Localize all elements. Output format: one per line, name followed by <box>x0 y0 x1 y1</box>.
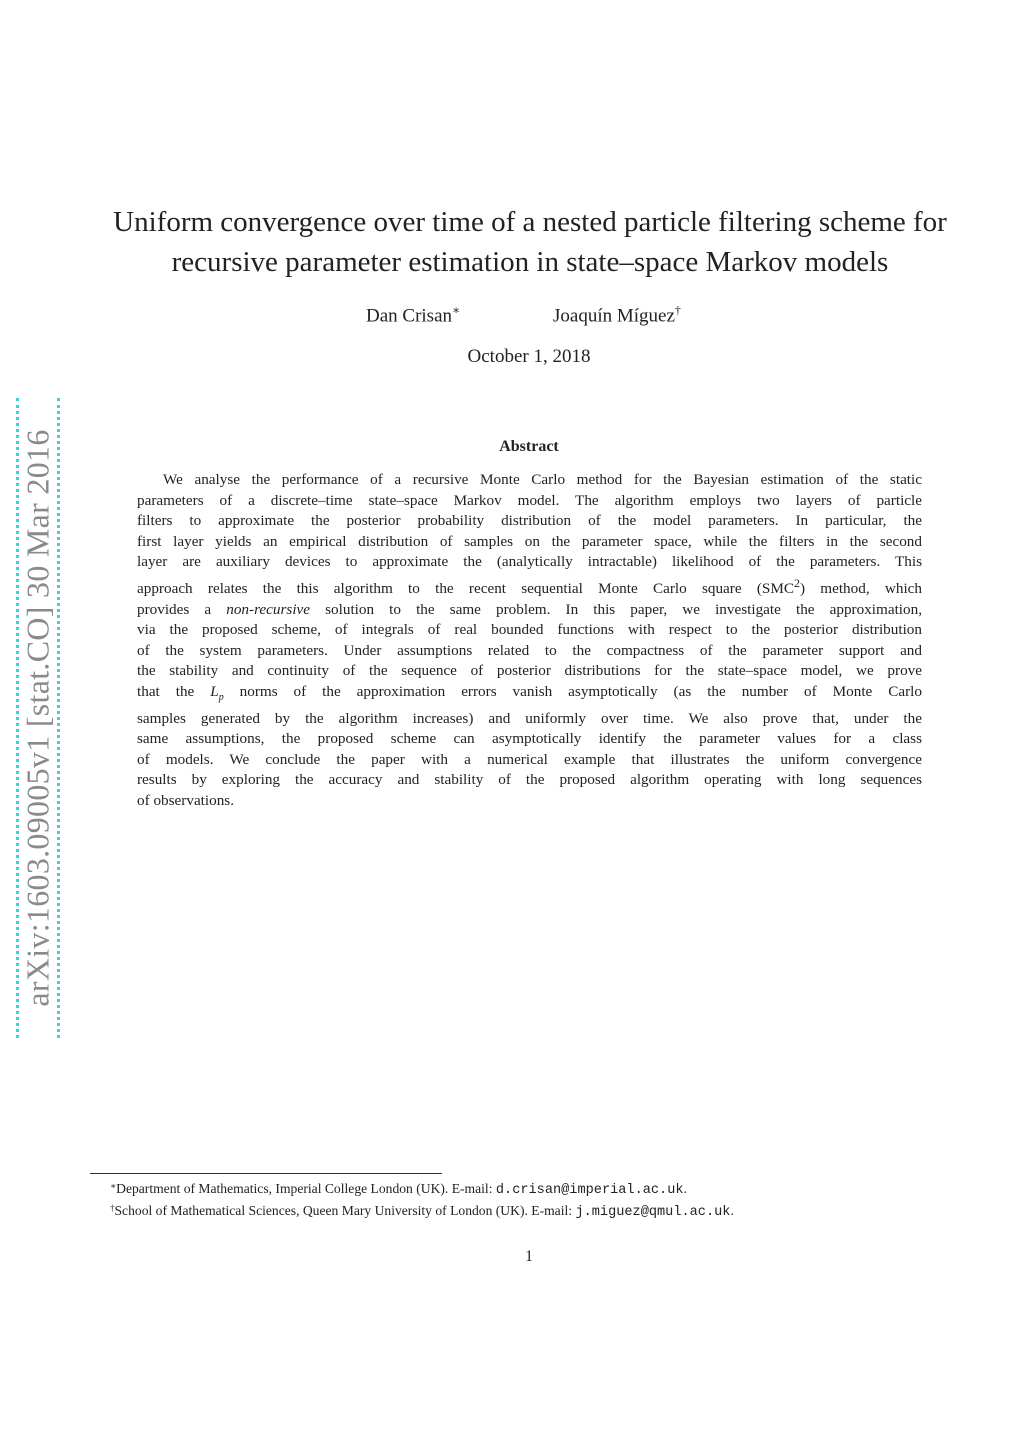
email-link[interactable]: j.miguez@qmul.ac.uk <box>575 1204 731 1220</box>
author <box>553 303 681 327</box>
title-line: recursive parameter estimation in state–space Markov models <box>171 246 889 278</box>
abstract-line: the stability and continuity of the sequence of posterior distributions for the state–space model, we prove <box>137 662 922 680</box>
footnote-mark: ∗ <box>110 1181 117 1191</box>
abstract-line: results by exploring the accuracy and stability of the proposed algorithm operating with long sequences <box>137 771 922 789</box>
abstract-line: We analyse the performance of a recursive Monte Carlo method for the Bayesian estimation of the static <box>163 471 922 488</box>
abstract-line: approach relates the this algorithm to the recent sequential Monte Carlo square (SMC$^2$) method, which <box>137 575 922 598</box>
author-name: Joaquín Míguez <box>553 305 675 327</box>
abstract-line: layer are auxiliary devices to approximate the (analytically intractable) likelihood of the parameters. This <box>137 553 922 571</box>
footnote-text: School of Mathematical Sciences, Queen Mary University of London (UK). E-mail: <box>114 1202 576 1218</box>
footnote-divider <box>90 1173 442 1174</box>
footnote: ∗Department of Mathematics, Imperial College London (UK). E-mail: d.crisan@imperial.ac.uk. <box>110 1181 687 1198</box>
abstract-heading: Abstract <box>499 438 559 455</box>
email-link[interactable]: d.crisan@imperial.ac.uk <box>495 1183 684 1198</box>
footnotes <box>110 1179 734 1222</box>
page-number: 1 <box>525 1248 533 1265</box>
abstract-line: of observations. <box>137 792 235 809</box>
paper-date: October 1, 2018 <box>467 346 591 367</box>
paper-title <box>100 202 960 282</box>
abstract-line: first layer yields an empirical distribution of samples on the parameter space, while the filters in the second <box>137 532 922 550</box>
abstract-line: parameters of a discrete–time state–space Markov model. The algorithm employs two layers of particle <box>137 491 922 509</box>
abstract-line: of models. We conclude the paper with a numerical example that illustrates the uniform convergence <box>137 750 922 768</box>
footnote: †School of Mathematical Sciences, Queen Mary University of London (UK). E-mail: j.miguez@qmul.ac.uk. <box>110 1202 734 1220</box>
author-footnote-mark: † <box>674 303 681 317</box>
abstract-line: via the proposed scheme, of integrals of real bounded functions with respect to the posterior distribution <box>137 621 922 639</box>
abstract-line: provides a non-recursive solution to the same problem. In this paper, we investigate the approximation, <box>137 600 922 618</box>
abstract-line: that the $L_p$ norms of the approximation errors vanish asymptotically (as the number of Monte Carlo <box>137 683 922 704</box>
abstract-line: filters to approximate the posterior probability distribution of the model parameters. In particular, the <box>137 512 922 530</box>
author-name: Dan Crisan <box>366 305 453 327</box>
author <box>366 303 460 327</box>
footnote-mark: † <box>110 1202 115 1213</box>
abstract-body <box>137 470 922 812</box>
abstract-line: samples generated by the algorithm increases) and uniformly over time. We also prove that, under the <box>137 709 922 727</box>
footnote-text: Department of Mathematics, Imperial College London (UK). E-mail: <box>116 1181 496 1196</box>
arxiv-identifier-text: arXiv:1603.09005v1 [stat.CO] 30 Mar 2016 <box>19 429 56 1007</box>
title-line: Uniform convergence over time of a nested particle filtering scheme for <box>113 206 947 238</box>
arxiv-identifier-stamp <box>16 398 60 1038</box>
abstract-line: of the system parameters. Under assumptions related to the compactness of the parameter support and <box>137 641 922 659</box>
abstract-line: same assumptions, the proposed scheme can asymptotically identify the parameter values for a class <box>137 730 922 748</box>
author-footnote-mark: ∗ <box>452 303 461 317</box>
